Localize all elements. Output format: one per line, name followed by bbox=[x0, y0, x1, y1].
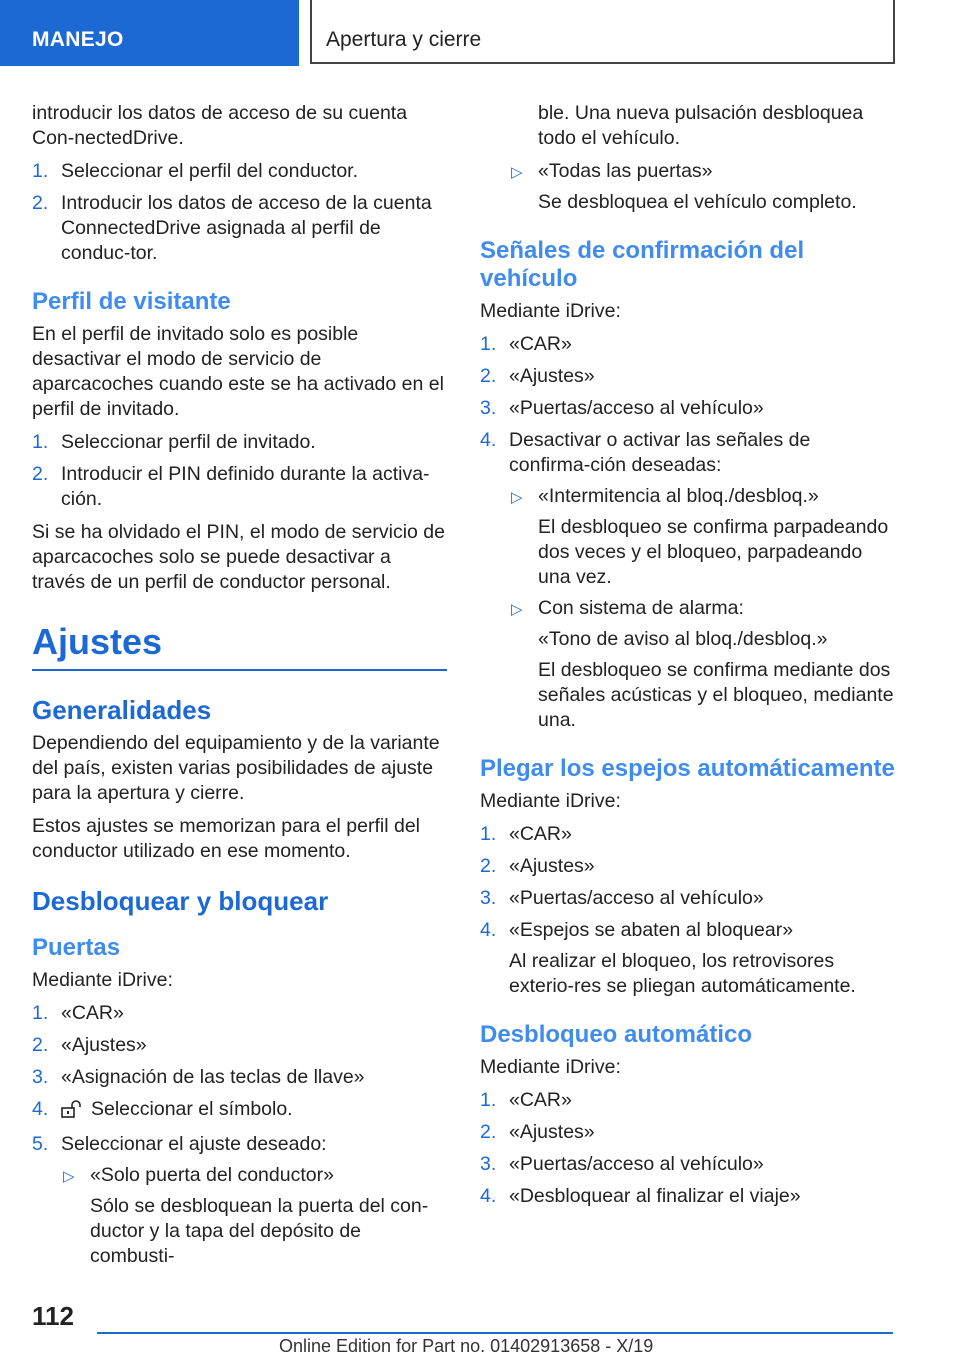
step-number: 3. bbox=[32, 1066, 49, 1088]
option-label: «Intermitencia al bloq./desbloq.» bbox=[538, 485, 819, 507]
option-sub-label: «Tono de aviso al bloq./desbloq.» bbox=[538, 628, 828, 650]
triangle-right-icon: ▷ bbox=[63, 1168, 75, 1185]
step-number: 2. bbox=[480, 1121, 497, 1143]
page-header bbox=[0, 0, 960, 66]
option-description: El desbloqueo se confirma mediante dos señales acústicas y el bloqueo, mediante una. bbox=[538, 659, 894, 731]
general-text-2: Estos ajustes se memorizan para el perfil del conductor utilizado en ese momento. bbox=[32, 815, 421, 862]
step-text: «CAR» bbox=[509, 823, 572, 845]
step-text: «Puertas/acceso al vehículo» bbox=[509, 397, 764, 419]
general-heading: Generalidades bbox=[32, 695, 212, 725]
list-item bbox=[32, 1132, 447, 1269]
step-number: 1. bbox=[480, 823, 497, 845]
list-item bbox=[509, 159, 895, 215]
step-text: Seleccionar el perfil del conductor. bbox=[61, 160, 359, 182]
step-text: «Espejos se abaten al bloquear» bbox=[509, 919, 794, 941]
step-number: 1. bbox=[32, 160, 49, 182]
list-item bbox=[480, 332, 895, 357]
step-text: «Ajustes» bbox=[509, 855, 595, 877]
confirm-steps bbox=[480, 332, 895, 733]
step-text: «Ajustes» bbox=[61, 1034, 147, 1056]
auto-unlock-heading: Desbloqueo automático bbox=[480, 1021, 753, 1048]
step-number: 2. bbox=[32, 192, 49, 214]
step-number: 3. bbox=[480, 887, 497, 909]
list-item bbox=[480, 1120, 895, 1145]
driver-profile-steps bbox=[32, 159, 447, 266]
list-item bbox=[509, 596, 895, 733]
list-item bbox=[32, 1001, 447, 1026]
option-description: Sólo se desbloquean la puerta del con-ductor y la tapa del depósito de combusti- bbox=[90, 1195, 429, 1267]
list-item bbox=[480, 918, 895, 999]
left-column bbox=[32, 101, 447, 1277]
list-item bbox=[480, 1184, 895, 1209]
list-item bbox=[480, 822, 895, 847]
doors-steps bbox=[32, 1001, 447, 1269]
unlock-lock-heading: Desbloquear y bloquear bbox=[32, 886, 329, 916]
list-item bbox=[480, 428, 895, 733]
triangle-right-icon: ▷ bbox=[511, 489, 523, 506]
step-text: «Asignación de las teclas de llave» bbox=[61, 1066, 365, 1088]
step-text: «Ajustes» bbox=[509, 1121, 595, 1143]
visitor-steps bbox=[32, 430, 447, 512]
mirrors-description: Al realizar el bloqueo, los retrovisores exterio-res se pliegan automáticamente. bbox=[509, 950, 856, 997]
step-text: Seleccionar el ajuste deseado: bbox=[61, 1133, 327, 1155]
list-item bbox=[32, 159, 447, 184]
auto-unlock-steps bbox=[480, 1088, 895, 1209]
option-description: Se desbloquea el vehículo completo. bbox=[538, 191, 857, 213]
option-label: Con sistema de alarma: bbox=[538, 597, 744, 619]
step-number: 2. bbox=[480, 855, 497, 877]
chapter-title: Apertura y cierre bbox=[326, 28, 482, 51]
edition-note: Online Edition for Part no. 01402913658 - X/19 bbox=[279, 1336, 654, 1356]
doors-heading: Puertas bbox=[32, 934, 121, 961]
mirrors-via: Mediante iDrive: bbox=[480, 790, 621, 812]
option-label: «Todas las puertas» bbox=[538, 160, 713, 182]
list-item bbox=[480, 886, 895, 911]
list-item bbox=[32, 1033, 447, 1058]
option-list bbox=[509, 484, 895, 733]
right-column bbox=[480, 101, 895, 1217]
step-text: Seleccionar el símbolo. bbox=[91, 1098, 293, 1120]
step-number: 2. bbox=[480, 365, 497, 387]
triangle-right-icon: ▷ bbox=[511, 164, 523, 181]
step-number: 4. bbox=[32, 1098, 49, 1120]
step-text: Desactivar o activar las señales de confirma-ción deseadas: bbox=[509, 429, 811, 476]
option-label: «Solo puerta del conductor» bbox=[90, 1164, 334, 1186]
step-number: 1. bbox=[480, 1089, 497, 1111]
list-item bbox=[61, 1163, 447, 1269]
section-label: MANEJO bbox=[32, 28, 124, 51]
step-number: 4. bbox=[480, 429, 497, 451]
option-list bbox=[61, 1163, 447, 1269]
page-number: 112 bbox=[32, 1301, 74, 1331]
list-item bbox=[509, 484, 895, 590]
settings-heading: Ajustes bbox=[32, 621, 447, 671]
auto-unlock-via: Mediante iDrive: bbox=[480, 1056, 621, 1078]
list-item bbox=[480, 854, 895, 879]
list-item bbox=[32, 430, 447, 455]
step-number: 2. bbox=[32, 463, 49, 485]
mirrors-steps bbox=[480, 822, 895, 999]
chapter-title-box bbox=[310, 0, 895, 64]
step-text: Introducir los datos de acceso de la cuenta ConnectedDrive asignada al perfil de conduc-tor. bbox=[61, 192, 432, 264]
mirrors-heading: Plegar los espejos automáticamente bbox=[480, 755, 895, 782]
list-item bbox=[32, 462, 447, 512]
general-text-1: Dependiendo del equipamiento y de la variante del país, existen varias posibilidades de ajuste para la apertura y cierre. bbox=[32, 732, 440, 804]
triangle-right-icon: ▷ bbox=[511, 601, 523, 618]
list-item bbox=[32, 1097, 447, 1125]
list-item bbox=[480, 1152, 895, 1177]
confirm-signals-heading: Señales de confirmación del vehículo bbox=[480, 237, 805, 292]
footer-divider bbox=[97, 1332, 893, 1334]
list-item bbox=[32, 1065, 447, 1090]
step-number: 4. bbox=[480, 919, 497, 941]
step-text: «Ajustes» bbox=[509, 365, 595, 387]
doors-via: Mediante iDrive: bbox=[32, 969, 173, 991]
step-text: «CAR» bbox=[509, 333, 572, 355]
continued-text: ble. Una nueva pulsación desbloquea todo el vehículo. bbox=[538, 102, 864, 149]
step-text: «CAR» bbox=[509, 1089, 572, 1111]
step-number: 1. bbox=[32, 431, 49, 453]
list-item bbox=[480, 396, 895, 421]
step-text: «Puertas/acceso al vehículo» bbox=[509, 1153, 764, 1175]
step-number: 2. bbox=[32, 1034, 49, 1056]
intro-text: introducir los datos de acceso de su cuenta Con-nectedDrive. bbox=[32, 102, 408, 149]
list-item bbox=[480, 364, 895, 389]
step-number: 3. bbox=[480, 1153, 497, 1175]
step-number: 4. bbox=[480, 1185, 497, 1207]
step-text: «CAR» bbox=[61, 1002, 124, 1024]
step-number: 1. bbox=[480, 333, 497, 355]
section-tab bbox=[0, 0, 299, 66]
visitor-note: Si se ha olvidado el PIN, el modo de servicio de aparcacoches solo se puede desactivar a través de un perfil de conductor personal. bbox=[32, 521, 445, 593]
step-text: «Puertas/acceso al vehículo» bbox=[509, 887, 764, 909]
step-text: Seleccionar perfil de invitado. bbox=[61, 431, 316, 453]
confirm-via: Mediante iDrive: bbox=[480, 300, 621, 322]
option-description: El desbloqueo se confirma parpadeando dos veces y el bloqueo, parpadeando una vez. bbox=[538, 516, 889, 588]
step-number: 5. bbox=[32, 1133, 49, 1155]
list-item bbox=[480, 1088, 895, 1113]
visitor-profile-text: En el perfil de invitado solo es posible desactivar el modo de servicio de aparcacoches cuando este se ha activado en el perfil de invitado. bbox=[32, 323, 444, 420]
step-number: 3. bbox=[480, 397, 497, 419]
step-text: «Desbloquear al finalizar el viaje» bbox=[509, 1185, 801, 1207]
step-text: Introducir el PIN definido durante la activa-ción. bbox=[61, 463, 430, 510]
list-item bbox=[32, 191, 447, 266]
step-number: 1. bbox=[32, 1002, 49, 1024]
visitor-profile-heading: Perfil de visitante bbox=[32, 288, 231, 315]
option-list bbox=[509, 159, 895, 215]
unlock-icon bbox=[61, 1100, 83, 1125]
